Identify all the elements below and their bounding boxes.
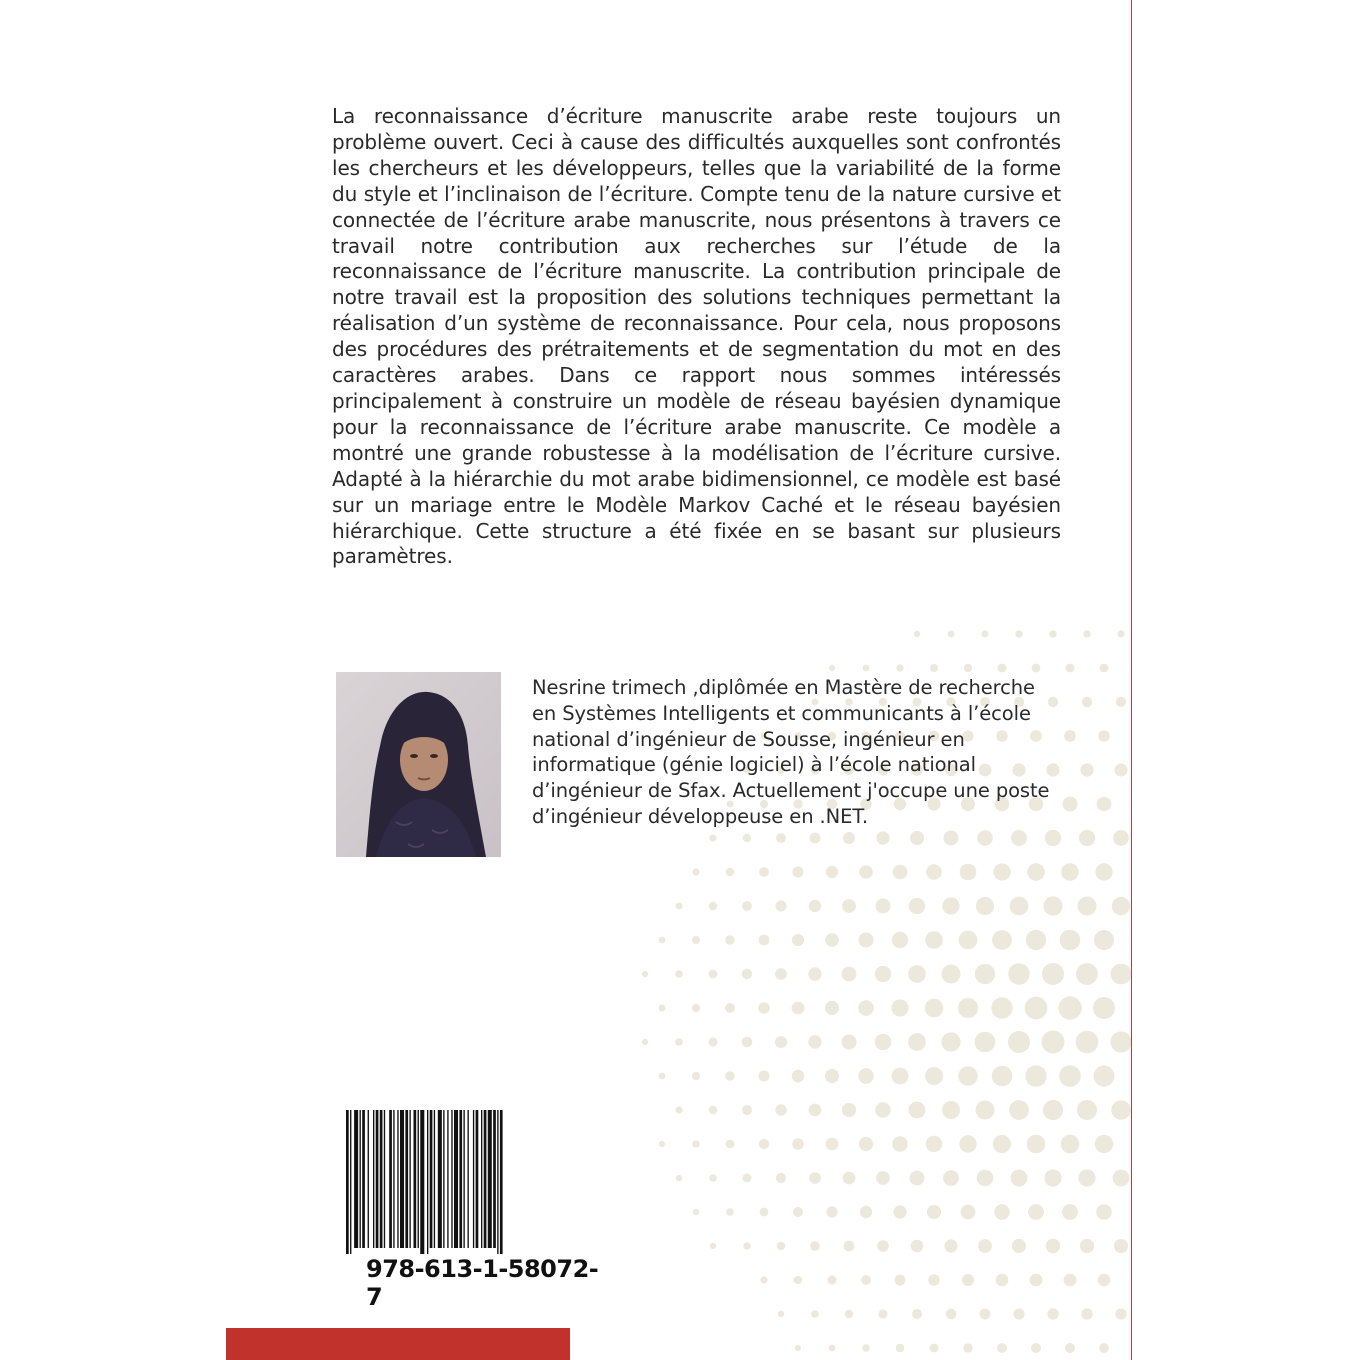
halftone-dot (826, 1206, 837, 1217)
halftone-dot (1008, 963, 1029, 984)
halftone-dot (978, 1239, 992, 1253)
isbn-barcode (344, 1110, 612, 1254)
halftone-dot (760, 1208, 769, 1217)
barcode-bar (427, 1110, 428, 1254)
halftone-dot (1079, 830, 1095, 846)
halftone-dot (941, 1032, 960, 1051)
halftone-dot (1064, 1274, 1077, 1287)
halftone-dot (742, 901, 752, 911)
halftone-dot (892, 932, 908, 948)
halftone-dot (675, 1106, 682, 1113)
barcode-bar (438, 1110, 442, 1248)
halftone-dot (1063, 797, 1078, 812)
halftone-dot (778, 1311, 785, 1318)
halftone-dot (910, 1171, 925, 1186)
halftone-dot (942, 965, 961, 984)
barcode-bar (346, 1110, 349, 1254)
barcode-bar (463, 1110, 464, 1248)
barcode-bar (434, 1110, 435, 1248)
halftone-dot (942, 1101, 960, 1119)
halftone-dot (1097, 797, 1112, 812)
halftone-dot (709, 834, 716, 841)
halftone-dot (944, 1239, 957, 1252)
halftone-dot (1042, 963, 1064, 985)
halftone-dot (993, 863, 1010, 880)
barcode-bar (400, 1110, 404, 1248)
halftone-dot (809, 900, 821, 912)
barcode-bar (454, 1110, 458, 1248)
halftone-dot (759, 1139, 769, 1149)
barcode-bar (430, 1110, 433, 1248)
page-edge-line (1131, 0, 1132, 1360)
halftone-dot (759, 1071, 770, 1082)
halftone-dot (959, 931, 978, 950)
halftone-dot (692, 936, 700, 944)
halftone-dot (977, 830, 993, 846)
halftone-dot (961, 1205, 976, 1220)
barcode-bar (373, 1110, 374, 1248)
barcode-bar (473, 1110, 474, 1248)
halftone-dot (1044, 1169, 1061, 1186)
halftone-dot (1096, 1204, 1112, 1220)
halftone-dot (861, 1275, 871, 1285)
halftone-dot (1078, 897, 1097, 916)
halftone-dot (910, 831, 924, 845)
barcode-bar (362, 1110, 365, 1248)
halftone-dot (659, 1005, 666, 1012)
halftone-dot (843, 832, 855, 844)
halftone-dot (758, 1002, 769, 1013)
halftone-dot (725, 1003, 735, 1013)
halftone-dot (775, 1104, 786, 1115)
halftone-dot (993, 1135, 1011, 1153)
barcode-bar (447, 1110, 448, 1248)
halftone-dot (842, 899, 856, 913)
halftone-dot (1043, 896, 1062, 915)
halftone-dot (862, 1344, 870, 1352)
halftone-dot (1010, 897, 1029, 916)
halftone-dot (1098, 730, 1110, 742)
halftone-dot (1116, 697, 1126, 707)
barcode-bar (397, 1110, 398, 1248)
barcode-bar (420, 1110, 424, 1254)
halftone-dot (1113, 830, 1129, 846)
halftone-dot (909, 898, 925, 914)
halftone-dot (776, 1173, 786, 1183)
halftone-dot (1100, 664, 1109, 673)
halftone-dot (1083, 630, 1090, 637)
barcode-bar (451, 1110, 452, 1248)
footer-color-band (226, 1328, 570, 1360)
halftone-dot (962, 1274, 974, 1286)
halftone-dot (825, 1001, 839, 1015)
abstract-text: La reconnaissance d’écriture manuscrite arabe reste toujours un problème ouvert. Ceci à cause des difficultés auxquelles sont confrontés les chercheurs et les développeurs, telles que la variabilité de la forme du style et l’inclinaison de l’écriture. Compte tenu de la nature cursive et connectée de l’écriture arabe manuscrite, nous présentons à travers ce travail notre contribution aux recherches sur l’étude de la reconnaissance de l’écriture manuscrite. La contribution principale de notre travail est la proposition des solutions techniques permettant la réalisation d’un système de reconnaissance. Pour cela, nous proposons des procédures des prétraitements et de segmentation du mot en des caractères arabes. Dans ce rapport nous sommes intéressés principalement à construire un modèle de réseau bayésien dynamique pour la reconnaissance de l’écriture arabe manuscrite. Ce modèle a montré une grande robustesse à la modélisation de l’écriture cursive. Adapté à la hiérarchie du mot arabe bidimensionnel, ce modèle est basé sur un mariage entre le Modèle Markov Caché et le réseau bayésien hiérarchique. Cette structure a été fixée en se basant sur plusieurs paramètres. (332, 104, 1061, 569)
halftone-dot (859, 865, 873, 879)
barcode-bar (468, 1110, 469, 1248)
halftone-dot (860, 1206, 872, 1218)
author-bio: Nesrine trimech ,diplômée en Mastère de recherche en Systèmes Intelligents et communicants à l’école national d’ingénieur de Sousse, ingénieur en informatique (génie logiciel) à l’école national d’ingénieur de Sfax. Actuellement j'occupe une poste d’ingénieur développeuse en .NET. (532, 676, 1050, 828)
halftone-dot (1011, 830, 1027, 846)
halftone-dot (792, 1002, 805, 1015)
halftone-dot (1111, 964, 1132, 985)
halftone-dot (725, 935, 734, 944)
halftone-dot (1032, 664, 1041, 673)
halftone-dot (1025, 997, 1048, 1020)
halftone-dot (792, 934, 804, 946)
halftone-dot (1095, 1135, 1113, 1153)
halftone-dot (829, 665, 835, 671)
halftone-dot (1012, 1239, 1026, 1253)
halftone-dot (992, 930, 1012, 950)
halftone-dot (808, 967, 821, 980)
halftone-dot (1081, 1308, 1092, 1319)
halftone-dot (726, 1208, 734, 1216)
halftone-dot (1080, 763, 1093, 776)
halftone-dot (1027, 863, 1045, 881)
halftone-dot (876, 1171, 890, 1185)
halftone-dot (811, 1310, 819, 1318)
barcode-bar (497, 1110, 498, 1254)
halftone-dot (829, 1345, 836, 1352)
halftone-dot (892, 1068, 909, 1085)
halftone-dot (878, 1309, 887, 1318)
halftone-dot (1009, 1100, 1029, 1120)
halftone-dot (659, 1141, 665, 1147)
halftone-dot (1115, 764, 1128, 777)
halftone-dot (1064, 730, 1076, 742)
halftone-dot (776, 901, 787, 912)
halftone-dot (895, 1275, 906, 1286)
halftone-dot (826, 866, 838, 878)
halftone-dot (810, 1241, 820, 1251)
halftone-dot (692, 868, 699, 875)
halftone-dot (975, 964, 995, 984)
halftone-dot (1066, 664, 1075, 673)
barcode-bar (409, 1110, 410, 1248)
halftone-dot (676, 1175, 682, 1181)
halftone-dot (826, 1138, 839, 1151)
halftone-dot (742, 1105, 752, 1115)
isbn-number: 978-613-1-58072-7 (366, 1255, 599, 1311)
halftone-dot (810, 833, 821, 844)
halftone-dot (875, 966, 891, 982)
halftone-dot (896, 1344, 904, 1352)
halftone-dot (858, 1068, 873, 1083)
halftone-dot (925, 999, 944, 1018)
halftone-dot (709, 1174, 717, 1182)
halftone-dot (1077, 1100, 1097, 1120)
halftone-dot (976, 897, 994, 915)
halftone-dot (844, 1241, 855, 1252)
halftone-dot (1078, 1169, 1095, 1186)
halftone-dot (959, 1135, 976, 1152)
halftone-dot (692, 1072, 700, 1080)
halftone-dot (925, 1067, 943, 1085)
barcode-bar (476, 1110, 479, 1248)
halftone-dot (958, 998, 978, 1018)
halftone-dot (1060, 930, 1081, 951)
barcode-bar (368, 1110, 369, 1248)
halftone-dot (948, 631, 955, 638)
halftone-dot (676, 903, 683, 910)
halftone-dot (994, 1204, 1009, 1219)
halftone-dot (975, 1032, 996, 1053)
halftone-dot (775, 968, 787, 980)
halftone-dot (1031, 1343, 1041, 1353)
halftone-dot (893, 1205, 906, 1218)
halftone-dot (942, 897, 959, 914)
halftone-dot (742, 1037, 753, 1048)
barcode-bar (350, 1110, 351, 1254)
halftone-dot (659, 937, 666, 944)
halftone-dot (759, 867, 769, 877)
halftone-dot (827, 1275, 836, 1284)
halftone-dot (742, 969, 752, 979)
halftone-dot (793, 1207, 803, 1217)
halftone-dot (808, 1035, 821, 1048)
halftone-dot (743, 834, 751, 842)
halftone-dot (792, 1070, 805, 1083)
halftone-dot (1008, 1031, 1030, 1053)
barcode-bar (414, 1110, 417, 1248)
halftone-dot (710, 1243, 716, 1249)
halftone-dot (776, 833, 786, 843)
halftone-dot (777, 1242, 786, 1251)
barcode-bar (493, 1110, 496, 1248)
halftone-dot (825, 1069, 839, 1083)
halftone-dot (1082, 697, 1092, 707)
barcode-bar (405, 1110, 408, 1248)
halftone-dot (896, 664, 903, 671)
halftone-dot (709, 902, 717, 910)
halftone-dot (992, 1066, 1013, 1087)
halftone-dot (792, 1138, 804, 1150)
halftone-dot (875, 1034, 891, 1050)
halftone-dot (930, 1344, 939, 1353)
halftone-dot (914, 631, 920, 637)
barcode-bar (481, 1110, 482, 1248)
halftone-dot (1025, 1065, 1046, 1086)
halftone-dot (809, 1172, 821, 1184)
halftone-dot (642, 1039, 648, 1045)
halftone-dot (842, 967, 857, 982)
halftone-dot (1114, 1239, 1128, 1253)
barcode-bar (488, 1110, 492, 1248)
halftone-dot (930, 664, 938, 672)
halftone-dot (1115, 1308, 1126, 1319)
halftone-dot (1030, 1274, 1043, 1287)
halftone-dot (891, 999, 908, 1016)
halftone-dot (1093, 997, 1115, 1019)
halftone-dot (1095, 863, 1112, 880)
halftone-dot (977, 1170, 994, 1187)
halftone-dot (908, 1033, 926, 1051)
author-photo (336, 672, 501, 857)
halftone-dot (842, 1103, 856, 1117)
halftone-dot (964, 664, 972, 672)
halftone-dot (642, 971, 648, 977)
barcode-bar (418, 1110, 419, 1248)
halftone-dot (1111, 1100, 1130, 1119)
halftone-dot (1061, 863, 1079, 881)
halftone-dot (1043, 1100, 1063, 1120)
halftone-dot (944, 831, 959, 846)
halftone-dot (692, 1140, 700, 1148)
halftone-dot (743, 1242, 750, 1249)
halftone-dot (1058, 996, 1081, 1019)
barcode-bar (376, 1110, 379, 1248)
halftone-dot (794, 1276, 802, 1284)
halftone-dot (692, 1004, 700, 1012)
halftone-dot (958, 1066, 977, 1085)
halftone-dot (892, 1136, 907, 1151)
barcode-bar (484, 1110, 487, 1248)
halftone-dot (926, 864, 942, 880)
halftone-dot (912, 1309, 922, 1319)
halftone-dot (858, 1000, 874, 1016)
halftone-dot (981, 630, 988, 637)
halftone-dot (875, 1102, 890, 1117)
halftone-dot (1042, 1031, 1065, 1054)
halftone-dot (775, 1036, 787, 1048)
halftone-dot (709, 1038, 718, 1047)
halftone-dot (893, 865, 908, 880)
halftone-dot (928, 1274, 940, 1286)
halftone-dot (1099, 1343, 1109, 1353)
barcode-bar (354, 1110, 358, 1248)
halftone-dot (709, 1106, 718, 1115)
halftone-dot (863, 665, 870, 672)
halftone-dot (1076, 963, 1098, 985)
halftone-dot (675, 970, 683, 978)
halftone-dot (908, 965, 926, 983)
halftone-dot (925, 931, 943, 949)
halftone-dot (1094, 930, 1114, 950)
halftone-dot (675, 1038, 683, 1046)
halftone-dot (792, 866, 803, 877)
halftone-dot (1117, 630, 1124, 637)
halftone-dot (725, 1071, 735, 1081)
halftone-dot (1112, 897, 1130, 915)
halftone-dot (997, 1343, 1007, 1353)
halftone-dot (842, 1035, 857, 1050)
halftone-dot (976, 1101, 995, 1120)
halftone-dot (726, 868, 734, 876)
barcode-bar (459, 1110, 462, 1248)
halftone-dot (1062, 1204, 1078, 1220)
halftone-dot (911, 1240, 924, 1253)
halftone-dot (876, 831, 889, 844)
halftone-dot (825, 933, 839, 947)
halftone-dot (943, 1170, 959, 1186)
halftone-dot (946, 1309, 957, 1320)
barcode-bar (389, 1110, 392, 1248)
barcode-bar (380, 1110, 383, 1248)
halftone-dot (1015, 630, 1022, 637)
halftone-dot (1046, 1239, 1060, 1253)
halftone-dot (927, 1205, 941, 1219)
halftone-dot (1028, 1204, 1044, 1220)
halftone-dot (980, 1309, 991, 1320)
barcode-bar (384, 1110, 385, 1248)
halftone-dot (1065, 1343, 1075, 1353)
halftone-dot (1027, 1135, 1046, 1154)
halftone-dot (1094, 1066, 1115, 1087)
halftone-dot (1110, 1031, 1131, 1052)
halftone-dot (998, 664, 1007, 673)
halftone-dot (991, 997, 1012, 1018)
halftone-dot (809, 1104, 822, 1117)
halftone-dot (726, 1140, 735, 1149)
halftone-dot (843, 1172, 856, 1185)
barcode-bar (360, 1110, 361, 1248)
halftone-dot (996, 1274, 1009, 1287)
halftone-dot (859, 933, 874, 948)
halftone-dot (960, 864, 977, 881)
halftone-dot (859, 1137, 873, 1151)
halftone-dot (963, 1343, 972, 1352)
halftone-dot (1080, 1239, 1094, 1253)
halftone-dot (909, 1102, 926, 1119)
halftone-dot (845, 1310, 853, 1318)
halftone-dot (877, 1240, 889, 1252)
halftone-dot (1059, 1065, 1081, 1087)
halftone-dot (1011, 1170, 1028, 1187)
halftone-dot (659, 1073, 666, 1080)
halftone-dot (1076, 1031, 1099, 1054)
halftone-dot (1061, 1135, 1080, 1154)
barcode-bar (500, 1110, 503, 1254)
halftone-dot (760, 1276, 767, 1283)
halftone-dot (1045, 830, 1061, 846)
halftone-dot (876, 899, 891, 914)
halftone-dot (693, 1209, 699, 1215)
halftone-dot (743, 1174, 752, 1183)
halftone-dot (759, 935, 770, 946)
halftone-dot (1013, 1308, 1024, 1319)
halftone-dot (1047, 1308, 1058, 1319)
barcode-bar (443, 1110, 444, 1248)
barcode-bar (393, 1110, 394, 1248)
halftone-dot (1026, 930, 1046, 950)
halftone-dot (709, 970, 718, 979)
halftone-dot (1113, 1170, 1130, 1187)
halftone-dot (795, 1345, 801, 1351)
halftone-dot (1098, 1274, 1111, 1287)
halftone-dot (926, 1136, 942, 1152)
halftone-dot (1049, 630, 1056, 637)
